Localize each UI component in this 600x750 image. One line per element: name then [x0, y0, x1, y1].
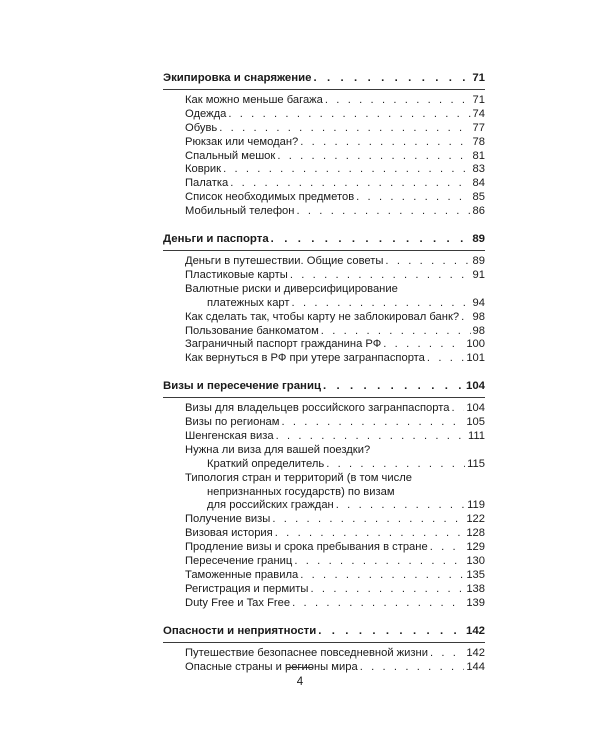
- entry-page: 81: [472, 149, 485, 162]
- dot-leader: [427, 352, 464, 366]
- entry-title-continued: для российских граждан: [207, 499, 334, 512]
- entry-title: Путешествие безопаснее повседневной жизни: [185, 646, 428, 659]
- dot-leader: [292, 297, 471, 311]
- entry-title: Список необходимых предметов: [185, 191, 355, 204]
- dot-leader: [300, 136, 470, 150]
- dot-leader: [430, 647, 464, 661]
- toc-entry-first-line: [163, 444, 485, 458]
- entry-page: 91: [472, 268, 485, 281]
- entry-title: Регистрация и пермиты: [185, 582, 309, 595]
- entry-title: Одежда: [185, 107, 227, 120]
- dot-leader: [326, 458, 465, 472]
- section-title: Визы и пересечение границ: [163, 380, 321, 393]
- section-page: 71: [472, 72, 485, 84]
- section-heading: [163, 625, 485, 639]
- toc-entry: [163, 94, 485, 108]
- entry-page: 100: [466, 338, 485, 351]
- toc-entry: [163, 269, 485, 283]
- dot-leader: [451, 402, 464, 416]
- toc-entry: [163, 499, 485, 513]
- entry-page: 142: [466, 646, 485, 659]
- toc-entry: [163, 402, 485, 416]
- dot-leader: [300, 569, 464, 583]
- entry-page: 138: [466, 582, 485, 595]
- toc-entry: [163, 255, 485, 269]
- entry-page: 78: [472, 135, 485, 148]
- entry-title-continued: непризнанных государств) по визам: [207, 485, 395, 498]
- divider: [163, 250, 485, 251]
- toc-entry-first-line: [163, 472, 485, 486]
- toc-entry: [163, 513, 485, 527]
- dot-leader: [276, 430, 466, 444]
- toc-entry: [163, 541, 485, 555]
- dot-leader: [430, 541, 465, 555]
- entry-title: Пользование банкоматом: [185, 324, 319, 337]
- entry-title: Пластиковые карты: [185, 268, 288, 281]
- toc-entry: [163, 458, 485, 472]
- section-page: 104: [465, 380, 485, 393]
- toc-entry: [163, 297, 485, 311]
- dot-leader: [310, 583, 464, 597]
- toc-entry-first-line: [163, 283, 485, 297]
- entry-page: 83: [472, 163, 485, 176]
- entry-title: Спальный мешок: [185, 149, 276, 162]
- dot-leader: [356, 191, 470, 205]
- divider: [163, 89, 485, 90]
- entry-title: Как сделать так, чтобы карту не заблокировал банк?: [185, 310, 460, 323]
- entry-title: Пересечение границ: [185, 555, 293, 568]
- dot-leader: [313, 72, 470, 86]
- toc-section-money: [163, 233, 485, 366]
- entry-page: 111: [467, 429, 485, 442]
- toc-entry: [163, 136, 485, 150]
- section-heading: [163, 233, 485, 247]
- entry-page: 74: [472, 107, 485, 120]
- entry-page: 84: [472, 177, 485, 190]
- toc-entry-second-line: [163, 486, 485, 500]
- entry-page: 77: [472, 121, 485, 134]
- entry-title: Визы для владельцев российского загранпаспорта: [185, 402, 450, 415]
- entry-page: 98: [472, 324, 485, 337]
- toc-entry: [163, 122, 485, 136]
- toc-entry: [163, 352, 485, 366]
- dot-leader: [228, 108, 470, 122]
- entry-page: 85: [472, 191, 485, 204]
- entry-title: Таможенные правила: [185, 569, 299, 581]
- dot-leader: [271, 233, 471, 247]
- entry-title: Duty Free и Tax Free: [185, 596, 291, 609]
- toc-entry: [163, 527, 485, 541]
- entry-title: Шенгенская виза: [185, 429, 274, 442]
- entry-page: 101: [466, 352, 485, 365]
- toc-entry: [163, 205, 485, 219]
- toc-entry: [163, 163, 485, 177]
- entry-title: Рюкзак или чемодан?: [185, 135, 299, 148]
- entry-title: Как вернуться в РФ при утере загранпаспорта: [185, 352, 425, 365]
- dot-leader: [323, 380, 464, 394]
- toc-entry: [163, 150, 485, 164]
- entry-title: Получение визы: [185, 513, 271, 526]
- entry-page: 86: [472, 205, 485, 218]
- toc-entry: [163, 569, 485, 583]
- dot-leader: [281, 416, 464, 430]
- entry-title-continued: Краткий определитель: [207, 457, 325, 470]
- dot-leader: [277, 150, 470, 164]
- entry-title-continued: платежных карт: [207, 296, 290, 309]
- dot-leader: [321, 325, 471, 339]
- toc-entry: [163, 416, 485, 430]
- entry-title: Обувь: [185, 121, 218, 134]
- entry-page: 128: [466, 527, 485, 540]
- toc-section-equipment: [163, 72, 485, 219]
- entry-title: Валютные риски и диверсифицирование: [185, 282, 398, 295]
- toc-entry: [163, 597, 485, 611]
- entry-title: Продление визы и срока пребывания в стране: [185, 541, 428, 554]
- entry-title: Нужна ли виза для вашей поездки?: [185, 443, 371, 456]
- entry-title: Деньги в путешествии. Общие советы: [185, 254, 384, 267]
- table-of-contents: [163, 72, 485, 688]
- toc-entry: [163, 338, 485, 352]
- toc-entry: [163, 430, 485, 444]
- divider: [163, 397, 485, 398]
- entry-page: 89: [472, 254, 485, 267]
- entry-title: Коврик: [185, 163, 222, 176]
- dot-leader: [296, 205, 470, 219]
- toc-entry: [163, 325, 485, 339]
- dot-leader: [383, 338, 464, 352]
- entry-page: 135: [466, 569, 485, 581]
- section-heading: [163, 72, 485, 86]
- section-title: Опасности и неприятности: [163, 624, 317, 637]
- entry-page: 105: [466, 416, 485, 429]
- dot-leader: [318, 625, 464, 639]
- entry-page: 139: [466, 596, 485, 609]
- toc-entry: [163, 191, 485, 205]
- entry-page: 130: [466, 555, 485, 568]
- section-title: Деньги и паспорта: [163, 233, 269, 246]
- entry-title: Визы по регионам: [185, 416, 280, 429]
- toc-entry: [163, 177, 485, 191]
- entry-title: Визовая история: [185, 527, 273, 540]
- entry-title: Типология стран и территорий (в том числе: [185, 471, 412, 484]
- entry-title: Как можно меньше багажа: [185, 93, 323, 106]
- entry-title: Мобильный телефон: [185, 205, 295, 218]
- entry-page: 122: [466, 513, 485, 526]
- dot-leader: [461, 311, 470, 325]
- section-heading: [163, 380, 485, 394]
- toc-entry: [163, 311, 485, 325]
- entry-page: 98: [472, 310, 485, 323]
- entry-page: 71: [472, 93, 485, 106]
- entry-page: 94: [472, 296, 485, 309]
- dot-leader: [336, 499, 465, 513]
- section-page: 89: [472, 233, 485, 246]
- entry-page: 129: [466, 541, 485, 554]
- dot-leader: [223, 163, 470, 177]
- section-title: Экипировка и снаряжение: [163, 72, 312, 84]
- page-footer: [0, 667, 600, 690]
- dot-leader: [230, 177, 470, 191]
- section-page: 142: [465, 624, 485, 637]
- toc-section-visas: [163, 380, 485, 611]
- dot-leader: [292, 597, 464, 611]
- footer-rule: [287, 667, 313, 668]
- dot-leader: [290, 269, 471, 283]
- dot-leader: [275, 527, 465, 541]
- entry-page: 115: [467, 457, 485, 470]
- dot-leader: [219, 122, 470, 136]
- toc-entry: [163, 583, 485, 597]
- dot-leader: [325, 94, 471, 108]
- toc-entry: [163, 555, 485, 569]
- entry-page: 104: [466, 402, 485, 415]
- page-number: 4: [296, 676, 304, 688]
- toc-entry: [163, 647, 485, 661]
- dot-leader: [294, 555, 464, 569]
- entry-page: 119: [467, 499, 485, 512]
- dot-leader: [272, 513, 464, 527]
- entry-title: Палатка: [185, 177, 229, 190]
- divider: [163, 642, 485, 643]
- entry-page: 144: [466, 660, 485, 673]
- dot-leader: [385, 255, 470, 269]
- entry-title: Заграничный паспорт гражданина РФ: [185, 338, 382, 351]
- toc-entry: [163, 108, 485, 122]
- entry-title: Опасные страны и регионы мира: [185, 660, 358, 673]
